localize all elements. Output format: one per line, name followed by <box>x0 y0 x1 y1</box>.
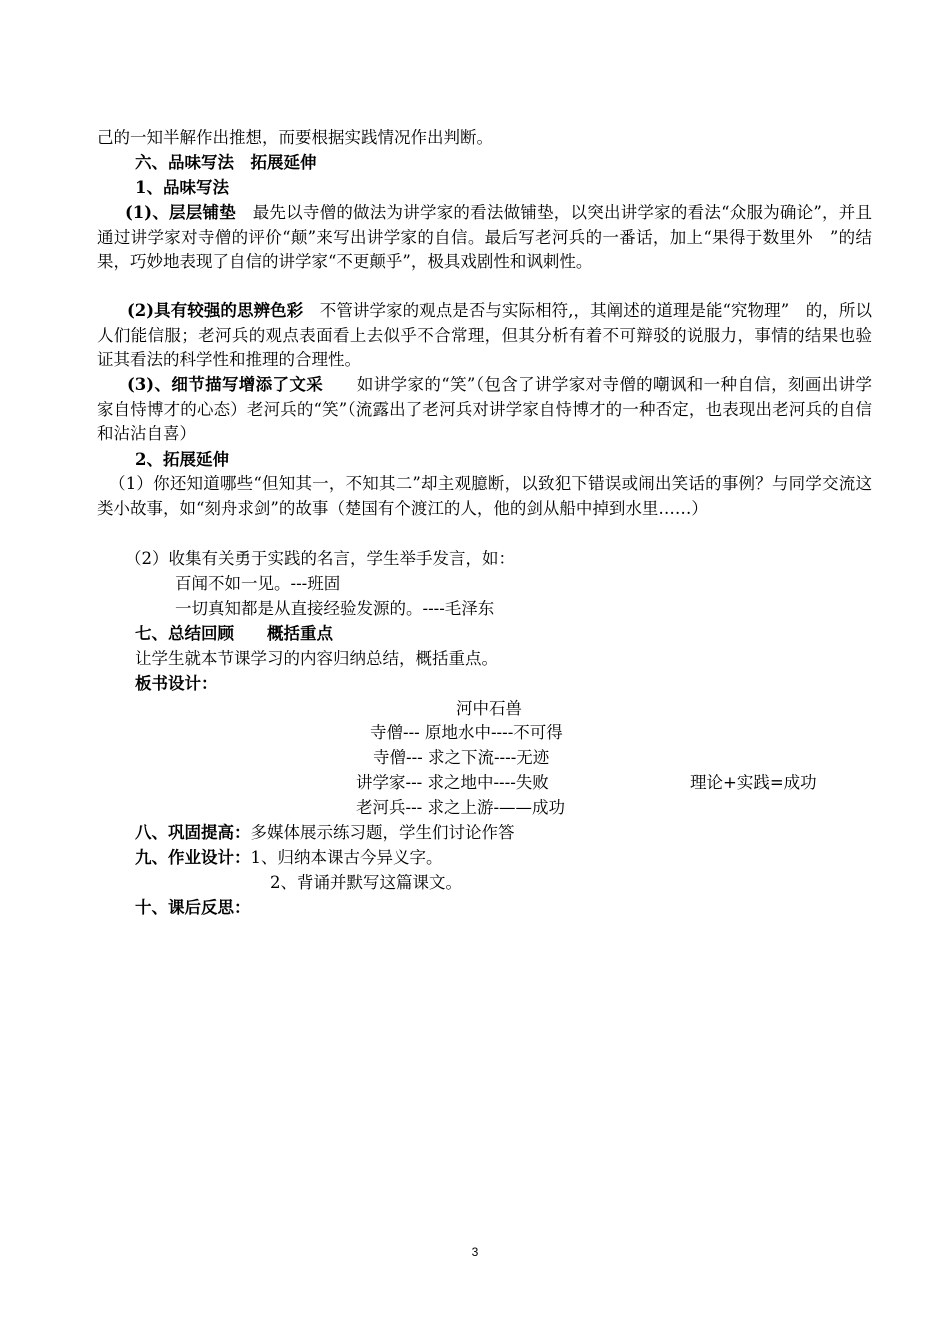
board-row-3: 讲学家--- 求之地中----失败 <box>356 773 549 792</box>
section-7-body: 让学生就本节课学习的内容归纳总结，概括重点。 <box>135 649 498 668</box>
quote-1: 百闻不如一见。---班固 <box>175 574 341 593</box>
text-line: 己的一知半解作出推想，而要根据实践情况作出判断。 <box>97 128 493 147</box>
quote-2: 一切真知都是从直接经验发源的。----毛泽东 <box>175 599 495 618</box>
board-row-1: 寺僧--- 原地水中----不可得 <box>370 723 563 742</box>
paragraph-3-heading: (3)、细节描写增添了文采 <box>127 375 324 394</box>
paragraph-5: （2）收集有关勇于实践的名言，学生举手发言，如： <box>125 549 515 568</box>
section-heading-6: 六、品味写法 拓展延伸 <box>135 153 317 172</box>
section-heading-7: 七、总结回顾 概括重点 <box>135 624 333 643</box>
section-9-heading: 九、作业设计： <box>135 848 251 867</box>
section-8-body: 多媒体展示练习题，学生们讨论作答 <box>250 823 515 842</box>
board-title: 河中石兽 <box>456 699 522 718</box>
section-8 <box>135 821 515 845</box>
board-side-note: 理论+实践=成功 <box>690 773 817 792</box>
paragraph-2 <box>97 299 872 373</box>
section-9-item-2: 2、背诵并默写这篇课文。 <box>270 873 462 892</box>
section-9-item-1: 1、归纳本课古今异义字。 <box>250 848 443 867</box>
paragraph-3 <box>97 373 872 447</box>
subheading-6-1: 1、品味写法 <box>135 178 229 197</box>
paragraph-4: （1）你还知道哪些“但知其一，不知其二”却主观臆断，以致犯下错误或闹出笑话的事例？与同学交流这类小故事，如“刻舟求剑”的故事（楚国有个渡江的人，他的剑从船中掉到水里……） <box>97 474 872 518</box>
board-row-4: 老河兵--- 求之上游-——成功 <box>356 798 566 817</box>
subheading-6-2: 2、拓展延伸 <box>135 450 229 469</box>
paragraph-1-body: 最先以寺僧的做法为讲学家的看法做铺垫，以突出讲学家的看法“众服为确论”，并且通过讲学家对寺僧的评价“颠”来写出讲学家的自信。最后写老河兵的一番话，加上“果得于数里外 ”的结果，巧妙地表现了自信的讲学家“不更颠乎”，极具戏剧性和讽刺性。 <box>97 203 872 271</box>
page-number: 3 <box>471 1245 479 1259</box>
section-8-heading: 八、巩固提高： <box>135 823 251 842</box>
paragraph-1-heading: (1)、层层铺垫 <box>125 203 236 222</box>
paragraph-3-body: 如讲学家的“笑”（包含了讲学家对寺僧的嘲讽和一种自信，刻画出讲学家自恃博才的心态）老河兵的“笑”（流露出了老河兵对讲学家自恃博才的一种否定，也表现出老河兵的自信和沾沾自喜） <box>97 375 872 443</box>
paragraph-2-body: 不管讲学家的观点是否与实际相符,，其阐述的道理是能“究物理” 的，所以人们能信服；老河兵的观点表面看上去似乎不合常理，但其分析有着不可辩驳的说服力，事情的结果也验证其看法的科学性和推理的合理性。 <box>97 301 872 369</box>
paragraph-1 <box>97 201 872 275</box>
board-design-label: 板书设计： <box>135 674 218 693</box>
section-9 <box>135 846 443 870</box>
paragraph-2-heading: (2)具有较强的思辨色彩 <box>127 301 304 320</box>
section-heading-10: 十、课后反思： <box>135 898 251 917</box>
board-row-2: 寺僧--- 求之下流----无迹 <box>373 748 550 767</box>
